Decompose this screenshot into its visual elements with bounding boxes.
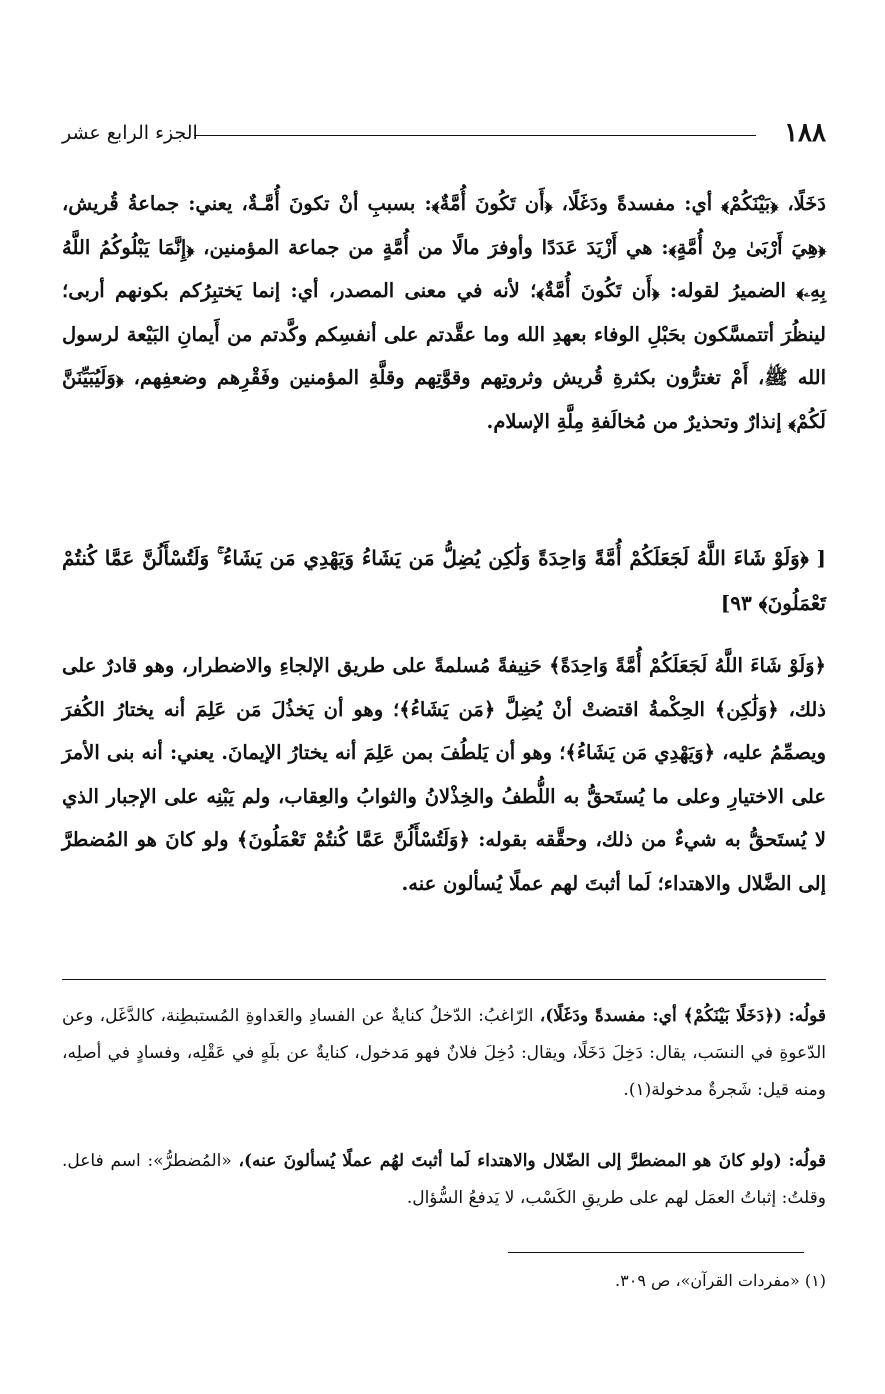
body-paragraph-1: دَخَلًا، ﴿بَيْنَكُمْ﴾ أي: مفسدةً ودَغَلًا، ﴿أَن تَكُونَ أُمَّةٌ﴾: بسببِ أنْ تكونَ أُمَّـةٌ، يعني: جماعةُ قُريش، ﴿هِيَ أَرْبَىٰ مِنْ أُمَّةٍ﴾: هي أَزْيَدَ عَدَدًا وأوفرَ مالًا من أُمَّةٍ من جماعة المؤمنين، ﴿إِنَّمَا يَبْلُوكُمُ اللَّهُ بِهِۦ﴾ الضميرُ لقوله: ﴿أَن تَكُونَ أُمَّةٌ﴾؛ لأنه في معنى المصدر، أي: إنما يَختبِرُكم بكونهم أربى؛ لينظُرَ أتتمسَّكون بحَبْلِ الوفاء بعهدِ الله وما عقَّدتم على أنفسِكم وكَّدتم من أَيمانِ البَيْعة لرسول الله ﷺ، أَمْ تغترُّون بكثرةِ قُريش وثروتِهم وقوَّتِهم وقلَّةِ المؤمنين وفَقْرِهم وضعفِهم، ﴿وَلَيُبَيِّنَنَّ لَكُمْ﴾ إنذارٌ وتحذيرٌ من مُخالَفةِ مِلَّةِ الإسلام. [62,192,826,433]
commentary-quote: (﴿دَخَلًا بَيْنَكُمْ﴾ أي: مفسدةً ودَغَلًا)، [539,1006,783,1026]
footnote: (١) «مفردات القرآن»، ص ٣٠٩. [615,1271,826,1290]
commentary-label: قولُه: [788,1151,827,1171]
commentary-label: قولُه: [788,1006,826,1026]
part-title: الجزء الرابع عشر [62,122,198,144]
body-paragraph-2: ﴿وَلَوْ شَاءَ اللَّهُ لَجَعَلَكُمْ أُمَّةً وَاحِدَةً﴾ حَنِيفةً مُسلمةً على طريق الإلجاءِ والاضطرار، وهو قادرٌ على ذلك، ﴿وَلَٰكِن﴾ الحِكْمةُ اقتضتْ أنْ يُضِلَّ ﴿مَن يَشَاءُ﴾؛ وهو أن يَخذُلَ مَن عَلِمَ أنه يختارُ الكُفرَ ويصمِّمُ عليه، ﴿وَيَهْدِي مَن يَشَاءُ﴾؛ وهو أن يَلطُفَ بمن عَلِمَ أنه يختارُ الإيمانَ. يعني: أنه بنى الأمرَ على الاختيارِ وعلى ما يُستَحقُّ به اللُّطفُ والخِذْلانُ والثوابُ والعِقاب، ولم يَبْنِه على الإجبار الذي لا يُستَحقُّ به شيءٌ من ذلك، وحقَّقه بقوله: ﴿وَلَتُسْأَلُنَّ عَمَّا كُنتُمْ تَعْمَلُونَ﴾ ولو كانَ هو المُضطرَّ إلى الضَّلال والاهتداء؛ لَما أثبتَ لهم عملًا يُسألون عنه. [62,654,826,895]
quran-verse-93: [ ﴿وَلَوْ شَاءَ اللَّهُ لَجَعَلَكُمْ أُمَّةً وَاحِدَةً وَلَٰكِن يُضِلُّ مَن يَشَاءُ وَيَهْدِي مَن يَشَاءُ ۚ وَلَتُسْأَلُنَّ عَمَّا كُنتُمْ تَعْمَلُونَ﴾ ٩٣] [62,546,826,615]
commentary-quote: (ولو كانَ هو المضطرَّ إلى الضّلال والاهتداء لَما أثبتَ لهُم عملًا يُسألونَ عنه)، [238,1151,782,1171]
footnote-rule [508,1252,804,1253]
page-header [62,118,826,152]
commentary-text: «المُضطرُّ»: اسم فاعل. وقلتُ: إثباتُ العمَل لهم على طريقِ الكَسْب، لا يَدفعُ السُّؤال. [62,1151,826,1208]
commentary-paragraph-1 [62,998,826,1109]
commentary-divider [62,979,826,980]
header-rule [194,135,756,136]
commentary-paragraph-2 [62,1143,826,1217]
commentary-text: الرّاغبُ: الدّخلُ كنايةٌ عن الفسادِ والعَداوةِ المُستبطِنة، كالدَّغَل، وعن الدّعوةِ في النسَب، يقال: دَخِلَ دَخَلًا، ويقال: دُخِلَ فلانٌ فهو مَدخول، كنايةٌ عن بلَهٍ في عَقْلِه، وفسادٍ في أصلِه، ومنه قيل: شَجرةٌ مدخولة(١). [62,1006,826,1100]
page-number: ١٨٨ [784,118,826,148]
